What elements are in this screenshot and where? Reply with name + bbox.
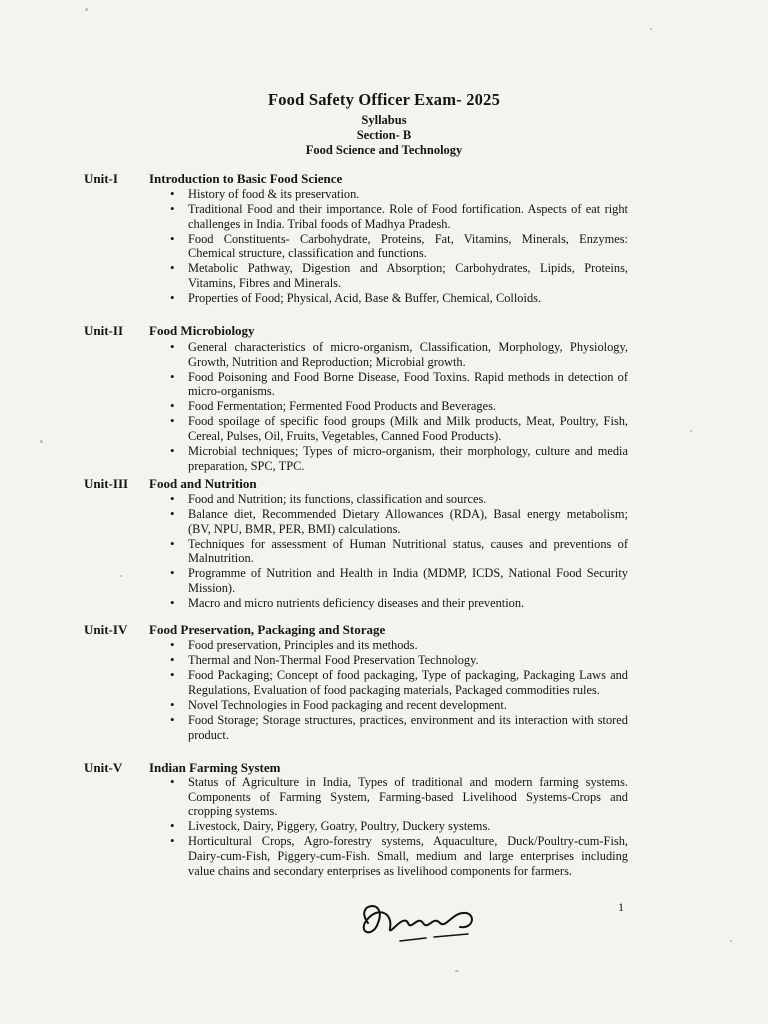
list-item: • Food Poisoning and Food Borne Disease, Food Toxins. Rapid methods in detection of micro-organisms.: [170, 370, 628, 399]
list-item: • Food preservation, Principles and its methods.: [170, 638, 628, 653]
list-item: • Macro and micro nutrients deficiency diseases and their prevention.: [170, 596, 628, 611]
unit-1-label: Unit-I: [84, 171, 118, 186]
list-item: • Traditional Food and their importance. Role of Food fortification. Aspects of eat right challenges in India. Tribal foods of Madhya Pradesh.: [170, 202, 628, 231]
section-heading: Section- B: [356, 128, 412, 142]
unit-5-topics: [170, 775, 628, 879]
list-item: • Food Packaging; Concept of food packaging, Type of packaging, Packaging Laws and Regulations, Evaluation of food packaging materials, Packaged commodities rules.: [170, 668, 628, 697]
list-item: • Programme of Nutrition and Health in India (MDMP, ICDS, National Food Security Mission).: [170, 566, 628, 595]
list-item: • Status of Agriculture in India, Types of traditional and modern farming systems. Components of Farming System, Farming-based Livelihood Systems-Crops and cropping systems.: [170, 775, 628, 819]
unit-4-title: Food Preservation, Packaging and Storage: [149, 622, 386, 637]
syllabus-heading: Syllabus: [361, 113, 407, 127]
list-item: • Metabolic Pathway, Digestion and Absorption; Carbohydrates, Lipids, Proteins, Vitamins, Fibres and Minerals.: [170, 261, 628, 290]
unit-2-label: Unit-II: [84, 323, 124, 338]
document-title: Food Safety Officer Exam- 2025: [267, 90, 501, 109]
list-item: • Properties of Food; Physical, Acid, Base & Buffer, Chemical, Colloids.: [170, 291, 628, 306]
subject-heading: Food Science and Technology: [305, 143, 463, 157]
list-item: • General characteristics of micro-organism, Classification, Morphology, Physiology, Growth, Nutrition and Reproduction; Microbial growth.: [170, 340, 628, 369]
unit-3-label: Unit-III: [84, 476, 129, 491]
list-item: • Food Storage; Storage structures, practices, environment and its interaction with stored product.: [170, 713, 628, 742]
unit-5-label: Unit-V: [84, 760, 123, 775]
unit-2-topics: [170, 340, 628, 474]
list-item: • History of food & its preservation.: [170, 187, 628, 202]
unit-4-topics: [170, 638, 628, 743]
unit-3-title: Food and Nutrition: [149, 476, 257, 491]
list-item: • Techniques for assessment of Human Nutritional status, causes and preventions of Malnutrition.: [170, 537, 628, 566]
list-item: • Thermal and Non-Thermal Food Preservation Technology.: [170, 653, 628, 668]
page-number: 1: [618, 900, 624, 914]
list-item: • Novel Technologies in Food packaging and recent development.: [170, 698, 628, 713]
list-item: • Food and Nutrition; its functions, classification and sources.: [170, 492, 628, 507]
list-item: • Balance diet, Recommended Dietary Allowances (RDA), Basal energy metabolism; (BV, NPU, BMR, PER, BMI) calculations.: [170, 507, 628, 536]
list-item: • Food spoilage of specific food groups (Milk and Milk products, Meat, Poultry, Fish, Cereal, Pulses, Oil, Fruits, Vegetables, Canned Food Products).: [170, 414, 628, 443]
unit-2-title: Food Microbiology: [149, 323, 255, 338]
unit-5-title: Indian Farming System: [149, 760, 281, 775]
unit-3-topics: [170, 492, 628, 611]
list-item: • Food Constituents- Carbohydrate, Proteins, Fat, Vitamins, Minerals, Enzymes: Chemical structure, classification and functions.: [170, 232, 628, 261]
list-item: • Livestock, Dairy, Piggery, Goatry, Poultry, Duckery systems.: [170, 819, 628, 834]
unit-1-title: Introduction to Basic Food Science: [149, 171, 343, 186]
list-item: • Horticultural Crops, Agro-forestry systems, Aquaculture, Duck/Poultry-cum-Fish, Dairy-cum-Fish, Piggery-cum-Fish. Small, medium and large enterprises including value chains and secondary enterprises as livelihood components for farmers.: [170, 834, 628, 878]
unit-1-topics: [170, 187, 628, 306]
handwritten-signature: [348, 893, 508, 953]
list-item: • Microbial techniques; Types of micro-organism, their morphology, culture and media preparation, SPC, TPC.: [170, 444, 628, 473]
unit-4-label: Unit-IV: [84, 622, 128, 637]
list-item: • Food Fermentation; Fermented Food Products and Beverages.: [170, 399, 628, 414]
